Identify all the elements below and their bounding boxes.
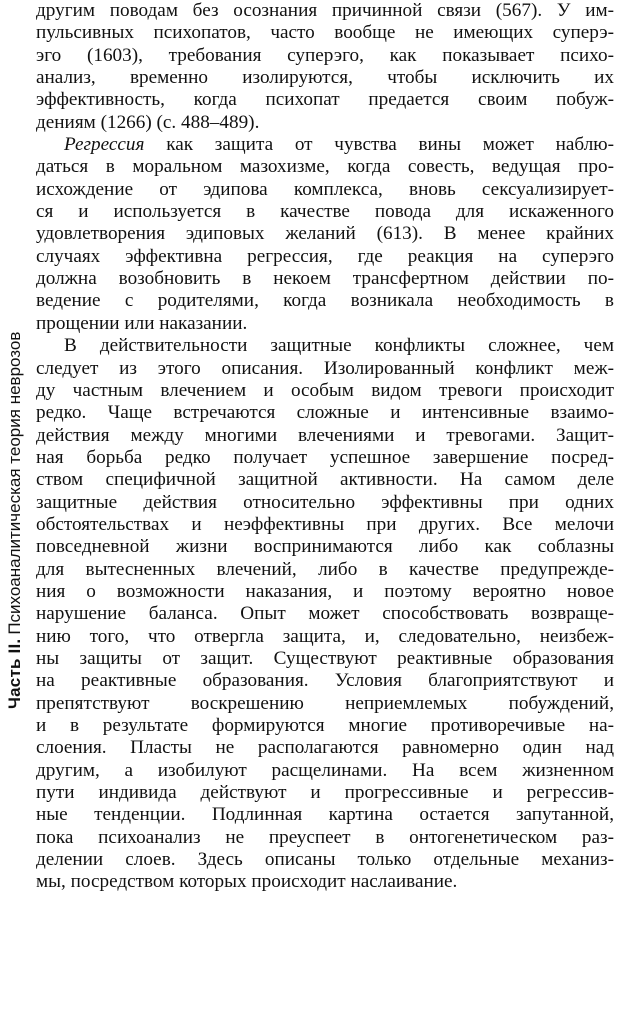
text-line: защитные действия относительно эффективны при одних xyxy=(36,491,614,513)
text-line: ством специфичной защитной активности. На самом деле xyxy=(36,469,614,491)
text-line: на реактивные образования. Условия благоприятствуют и xyxy=(36,670,614,692)
part-title: Психоаналитическая теория неврозов xyxy=(5,331,24,635)
text-run: как защита от чувства вины может наблю- xyxy=(144,134,614,156)
text-line: анализ, временно изолируются, чтобы исключить их xyxy=(36,67,614,89)
text-line: прощении или наказании. xyxy=(36,312,248,334)
text-line: действия между многими влечениями и тревогами. Защит- xyxy=(36,424,614,446)
text-line: и в результате формируются многие противоречивые на- xyxy=(36,715,614,736)
text-line: исхождение от эдипова комплекса, вновь сексуализирует- xyxy=(36,178,614,200)
text-line: ду частным влечением и особым видом тревоги происходит xyxy=(36,379,614,401)
text-line: ные тенденции. Подлинная картина остается запутанной, xyxy=(36,804,614,826)
text-line: препятствуют воскрешению неприемлемых побуждений, xyxy=(36,692,614,714)
text-line: пульсивных психопатов, часто вообще не имеющих суперэ- xyxy=(36,22,614,44)
text-line xyxy=(36,134,614,156)
text-line: редко. Чаще встречаются сложные и интенсивные взаимо- xyxy=(36,402,614,424)
text-line: должна возобновить в некоем трансфертном действии по- xyxy=(36,268,614,290)
text-line: ная борьба редко получает успешное завершение посред- xyxy=(36,446,614,468)
running-head-text xyxy=(2,0,28,1009)
text-line: мы, посредством которых происходит наслаивание. xyxy=(36,871,458,893)
text-line: нию того, что отвергла защита, и, следовательно, неизбеж- xyxy=(36,625,614,647)
text-line: для вытесненных влечений, либо в качестве предупрежде- xyxy=(36,558,614,580)
text-line: ведение с родителями, когда возникала необходимость в xyxy=(36,290,614,312)
text-line: повседневной жизни воспринимаются либо как соблазны xyxy=(36,536,614,558)
emphasized-term: Регрессия xyxy=(64,134,145,156)
text-line: следует из этого описания. Изолированный конфликт меж- xyxy=(36,357,614,379)
text-line: другим поводам без осознания причинной связи (567). У им- xyxy=(36,0,614,21)
text-line: ся и используется в качестве повода для искаженного xyxy=(36,201,614,223)
text-line: ны защиты от защит. Существуют реактивные образования xyxy=(36,647,614,669)
text-line: делении слоев. Здесь описаны только отдельные механиз- xyxy=(36,849,614,871)
part-number: Часть II. xyxy=(5,638,24,709)
text-line: удовлетворения эдиповых желаний (613). В менее крайних xyxy=(36,223,614,245)
text-line: даться в моральном мазохизме, когда совесть, ведущая про- xyxy=(36,156,614,178)
page-body xyxy=(36,0,614,894)
paragraph xyxy=(36,134,614,335)
text-line: эго (1603), требования суперэго, как показывает психо- xyxy=(36,44,614,66)
text-line: дениям (1266) (с. 488–489). xyxy=(36,111,260,133)
text-line: эффективность, когда психопат предается своим побуж- xyxy=(36,89,614,111)
text-line: случаях эффективна регрессия, где реакция на суперэго xyxy=(36,245,614,267)
text-line: В действительности защитные конфликты сложнее, чем xyxy=(64,335,614,357)
text-line: обстоятельствах и неэффективны при других. Все мелочи xyxy=(36,513,614,535)
text-line: пока психоанализ не преуспеет в онтогенетическом раз- xyxy=(36,826,614,848)
text-line: нарушение баланса. Опыт может способствовать возвраще- xyxy=(36,603,614,625)
running-head xyxy=(2,0,28,1009)
text-line: другим, а изобилуют расщелинами. На всем жизненном xyxy=(36,759,614,781)
text-line: слоения. Пласты не располагаются равномерно один над xyxy=(36,737,614,759)
text-line: ния о возможности наказания, и поэтому вероятно новое xyxy=(36,580,614,602)
paragraph xyxy=(36,335,614,894)
paragraph xyxy=(36,0,614,134)
text-line: пути индивида действуют и прогрессивные и регрессив- xyxy=(36,782,614,804)
